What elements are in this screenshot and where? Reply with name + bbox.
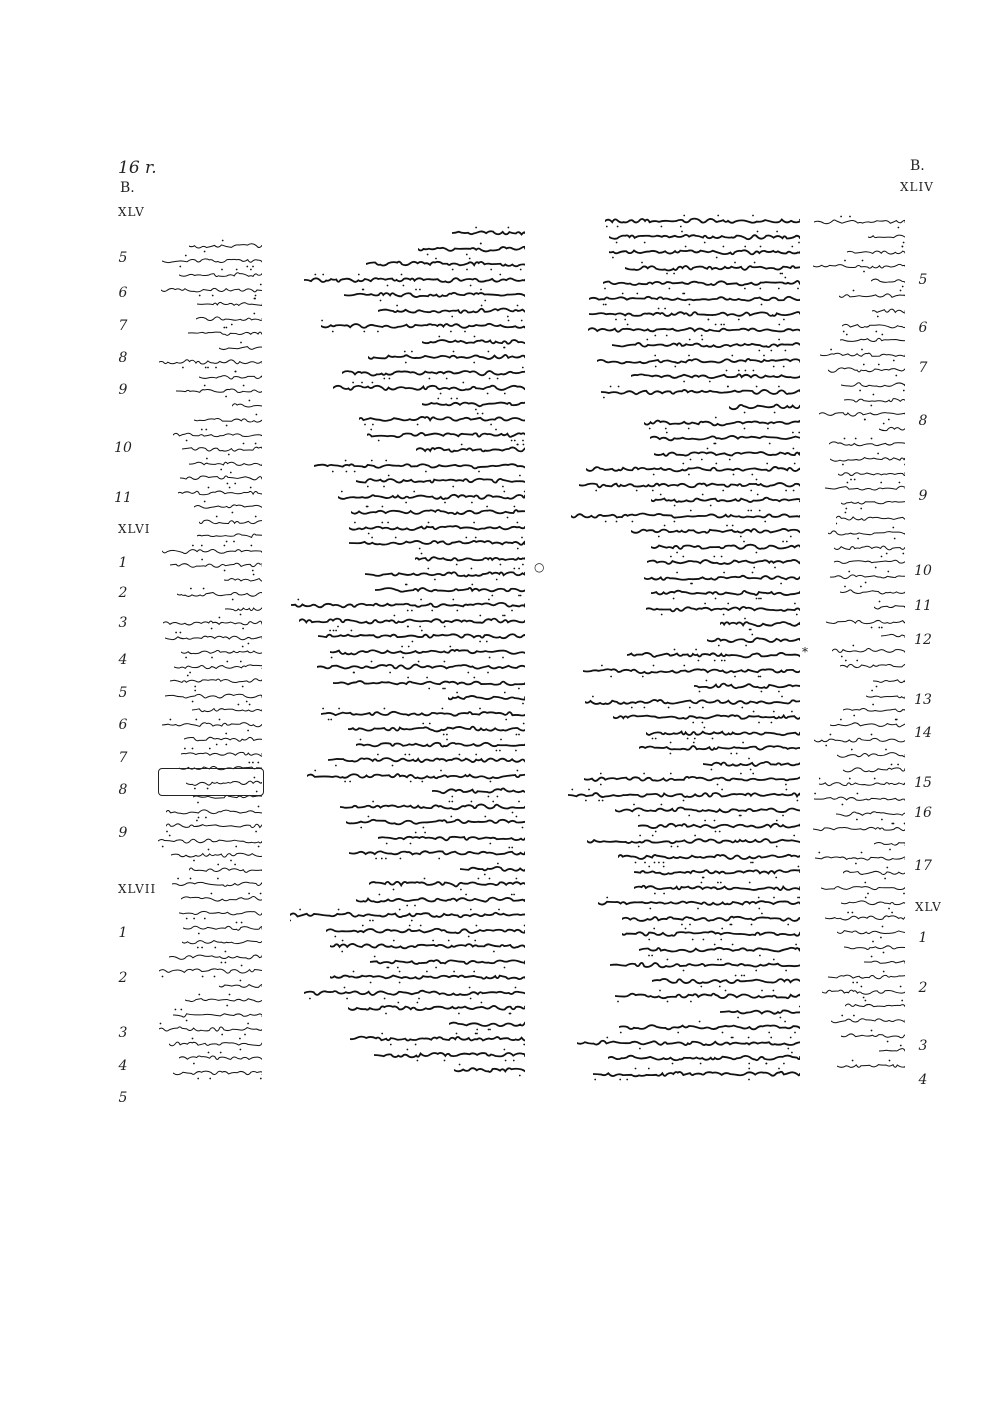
gloss-line <box>173 1065 262 1073</box>
text-line <box>647 555 800 567</box>
gloss-line <box>825 910 905 918</box>
gloss-line <box>837 747 905 755</box>
right-verse-number: 5 <box>918 272 928 288</box>
text-line <box>618 850 800 862</box>
text-line <box>609 230 800 242</box>
text-line <box>703 757 800 769</box>
gloss-line <box>819 776 905 784</box>
text-line <box>579 478 800 490</box>
text-line <box>321 707 525 719</box>
gloss-line <box>219 978 262 986</box>
text-line <box>356 738 525 750</box>
gloss-line <box>163 615 262 623</box>
text-line <box>720 1005 800 1017</box>
gloss-line <box>197 528 262 536</box>
text-line <box>585 695 800 707</box>
text-line <box>375 583 525 595</box>
gloss-line <box>834 540 905 548</box>
text-line <box>452 226 525 238</box>
gloss-line <box>179 760 262 768</box>
gloss-line <box>844 392 905 400</box>
gloss-line <box>837 1058 905 1066</box>
gloss-line <box>815 850 905 858</box>
right-verse-number: 11 <box>914 598 932 614</box>
folio-number: 16 r. <box>118 158 157 178</box>
left-verse-number: 4 <box>118 652 128 668</box>
gloss-line <box>192 702 262 710</box>
text-line <box>432 784 525 796</box>
right-verse-number: 14 <box>914 725 932 741</box>
gloss-line <box>838 466 905 474</box>
asterisk-mark: * <box>802 645 808 659</box>
gloss-line <box>881 628 905 636</box>
text-line <box>654 447 800 459</box>
gloss-line <box>197 296 262 304</box>
text-line <box>356 893 525 905</box>
text-line <box>720 617 800 629</box>
text-line <box>603 276 800 288</box>
text-line <box>609 245 800 257</box>
gloss-line <box>836 510 905 518</box>
gloss-line <box>874 599 905 607</box>
text-line <box>619 1020 800 1032</box>
text-line <box>631 524 800 536</box>
gloss-line <box>864 954 905 962</box>
gloss-line <box>179 905 262 913</box>
gloss-line <box>158 833 262 841</box>
right-verse-number: XLV <box>915 900 942 914</box>
gloss-line <box>159 354 262 362</box>
gloss-line <box>841 377 905 385</box>
circle-mark: ○ <box>534 560 545 574</box>
gloss-line <box>843 865 905 873</box>
text-line <box>651 540 800 552</box>
gloss-line <box>840 658 905 666</box>
left-verse-number: 1 <box>118 555 128 571</box>
text-line <box>415 552 525 564</box>
gloss-line <box>182 934 262 942</box>
gloss-line <box>844 939 905 947</box>
text-line <box>639 943 800 955</box>
text-line <box>321 319 525 331</box>
text-line <box>344 288 525 300</box>
text-line <box>333 676 525 688</box>
text-line <box>330 645 525 657</box>
text-line <box>605 214 800 226</box>
text-line <box>359 412 525 424</box>
left-verse-number: 9 <box>118 382 128 398</box>
gloss-line <box>194 499 262 507</box>
left-verse-number: 9 <box>118 825 128 841</box>
text-line <box>366 257 525 269</box>
gloss-line <box>170 673 262 681</box>
gloss-line <box>830 569 905 577</box>
text-line <box>601 385 800 397</box>
left-verse-number: 5 <box>118 1090 128 1106</box>
gloss-line <box>813 821 905 829</box>
gloss-line <box>181 644 262 652</box>
text-line <box>652 974 800 986</box>
gloss-line <box>840 584 905 592</box>
gloss-line <box>184 731 262 739</box>
gloss-line <box>879 421 905 429</box>
text-line <box>588 323 800 335</box>
left-verse-number: 3 <box>118 1025 128 1041</box>
gloss-line <box>176 383 262 391</box>
gloss-line <box>828 525 905 533</box>
text-line <box>338 490 525 502</box>
text-line <box>342 366 525 378</box>
text-line <box>627 648 800 660</box>
text-line <box>448 691 525 703</box>
left-verse-number: 11 <box>114 490 132 506</box>
text-line <box>369 877 525 889</box>
text-line <box>625 261 800 273</box>
gloss-line <box>874 836 905 844</box>
left-verse-number: 1 <box>118 925 128 941</box>
gloss-line <box>189 862 262 870</box>
gloss-line <box>814 214 905 222</box>
text-line <box>634 865 800 877</box>
gloss-line <box>173 427 262 435</box>
right-verse-number: 10 <box>914 563 932 579</box>
gloss-line <box>873 673 905 681</box>
text-line <box>631 369 800 381</box>
gloss-line <box>813 258 905 266</box>
text-line <box>449 1017 525 1029</box>
text-line <box>378 304 525 316</box>
text-line <box>328 753 525 765</box>
gloss-line <box>820 347 905 355</box>
gloss-line <box>162 253 262 261</box>
gloss-line <box>832 643 905 651</box>
left-verse-number: 4 <box>118 1058 128 1074</box>
gloss-line <box>165 630 262 638</box>
right-verse-number: 2 <box>918 980 928 996</box>
text-line <box>299 614 525 626</box>
text-line <box>644 571 800 583</box>
right-verse-number: 4 <box>918 1072 928 1088</box>
gloss-line <box>173 1007 262 1015</box>
left-chapter-number: XLV <box>118 205 145 219</box>
left-verse-number: XLVII <box>118 882 157 896</box>
right-verse-number: 8 <box>918 413 928 429</box>
gloss-line <box>845 998 905 1006</box>
gloss-line <box>232 398 262 406</box>
gloss-line <box>224 572 262 580</box>
text-line <box>568 788 800 800</box>
gloss-line <box>199 514 262 522</box>
text-line <box>608 1051 800 1063</box>
text-line <box>707 633 800 645</box>
text-line <box>418 242 525 254</box>
gloss-line <box>179 1050 262 1058</box>
gloss-line <box>166 818 262 826</box>
gloss-line <box>872 303 905 311</box>
text-line <box>378 831 525 843</box>
text-line <box>587 834 800 846</box>
gloss-line <box>159 963 262 971</box>
text-line <box>318 629 525 641</box>
gloss-line <box>830 451 905 459</box>
gloss-line <box>169 1036 262 1044</box>
gloss-line <box>189 456 262 464</box>
gloss-line <box>842 318 905 326</box>
gloss-line <box>821 880 905 888</box>
right-verse-number: 3 <box>918 1038 928 1054</box>
text-line <box>589 292 800 304</box>
text-line <box>326 924 525 936</box>
text-line <box>340 800 525 812</box>
text-line <box>729 400 800 412</box>
text-line <box>367 428 525 440</box>
text-line <box>639 741 800 753</box>
gloss-line <box>847 244 905 252</box>
gloss-line <box>174 659 262 667</box>
text-line <box>365 567 525 579</box>
text-line <box>349 521 525 533</box>
gloss-line <box>843 762 905 770</box>
left-verse-number: 5 <box>118 685 128 701</box>
text-line <box>646 726 800 738</box>
text-line <box>638 819 800 831</box>
gloss-line <box>165 688 262 696</box>
text-line <box>348 722 525 734</box>
gloss-line <box>825 480 905 488</box>
text-line <box>622 927 800 939</box>
left-verse-number: 7 <box>118 318 128 334</box>
right-verse-number: 1 <box>918 930 928 946</box>
text-line <box>304 986 525 998</box>
left-verse-number: 7 <box>118 750 128 766</box>
left-verse-number: 3 <box>118 615 128 631</box>
text-line <box>368 350 525 362</box>
gloss-line <box>840 332 905 340</box>
gloss-line <box>170 557 262 565</box>
text-line <box>615 803 800 815</box>
right-sigil: B. <box>910 158 925 174</box>
gloss-line <box>841 495 905 503</box>
right-chapter-number: XLIV <box>900 180 934 194</box>
text-line <box>290 908 525 920</box>
text-line <box>612 338 800 350</box>
gloss-line <box>836 806 905 814</box>
gloss-line <box>188 325 262 333</box>
text-line <box>314 459 525 471</box>
text-line <box>646 602 800 614</box>
text-line <box>577 1036 800 1048</box>
text-line <box>651 493 800 505</box>
gloss-line <box>178 485 262 493</box>
left-verse-number: 8 <box>118 782 128 798</box>
boxed-gloss <box>158 768 264 796</box>
gloss-line <box>841 1028 905 1036</box>
text-line <box>593 1067 800 1079</box>
gloss-line <box>171 847 262 855</box>
text-line <box>349 846 525 858</box>
gloss-line <box>225 601 262 609</box>
text-line <box>422 335 525 347</box>
left-verse-number: 2 <box>118 585 128 601</box>
text-line <box>583 664 800 676</box>
gloss-line <box>219 340 262 348</box>
text-line <box>589 307 800 319</box>
gloss-line <box>830 717 905 725</box>
gloss-line <box>868 229 905 237</box>
text-line <box>622 912 800 924</box>
gloss-line <box>829 436 905 444</box>
text-line <box>650 431 800 443</box>
gloss-line <box>189 238 262 246</box>
gloss-line <box>181 891 262 899</box>
gloss-line <box>822 984 905 992</box>
gloss-line <box>814 791 905 799</box>
gloss-line <box>172 876 262 884</box>
gloss-line <box>180 470 262 478</box>
gloss-line <box>831 1013 905 1021</box>
gloss-line <box>179 267 262 275</box>
text-line <box>317 660 525 672</box>
left-verse-number: 6 <box>118 285 128 301</box>
text-line <box>571 509 800 521</box>
right-verse-number: 17 <box>914 858 932 874</box>
text-line <box>349 536 525 548</box>
text-line <box>454 1063 525 1075</box>
gloss-line <box>834 554 905 562</box>
gloss-line <box>841 895 905 903</box>
gloss-line <box>879 1043 905 1051</box>
gloss-line <box>162 717 262 725</box>
text-line <box>370 955 525 967</box>
left-verse-number: XLVI <box>118 522 151 536</box>
right-verse-number: 9 <box>918 488 928 504</box>
gloss-line <box>843 702 905 710</box>
text-line <box>333 381 525 393</box>
text-line <box>356 474 525 486</box>
gloss-line <box>839 288 905 296</box>
gloss-line <box>159 1021 262 1029</box>
text-line <box>422 397 525 409</box>
text-line <box>586 462 800 474</box>
gloss-line <box>828 969 905 977</box>
text-line <box>460 862 525 874</box>
left-verse-number: 5 <box>118 250 128 266</box>
gloss-line <box>185 992 262 1000</box>
text-line <box>348 1001 525 1013</box>
text-line <box>307 769 525 781</box>
text-line <box>330 970 525 982</box>
gloss-line <box>199 369 262 377</box>
gloss-line <box>162 543 262 551</box>
gloss-line <box>828 362 905 370</box>
left-verse-number: 8 <box>118 350 128 366</box>
text-line <box>615 989 800 1001</box>
right-verse-number: 15 <box>914 775 932 791</box>
gloss-line <box>169 949 262 957</box>
gloss-line <box>181 746 262 754</box>
right-verse-number: 16 <box>914 805 932 821</box>
gloss-line <box>196 311 262 319</box>
text-line <box>416 443 525 455</box>
text-line <box>651 586 800 598</box>
gloss-line <box>177 586 262 594</box>
gloss-line <box>837 924 905 932</box>
text-line <box>330 939 525 951</box>
left-verse-number: 2 <box>118 970 128 986</box>
text-line <box>694 679 800 691</box>
text-line <box>584 772 800 784</box>
gloss-line <box>182 441 262 449</box>
text-line <box>374 1048 525 1060</box>
text-line <box>613 710 800 722</box>
right-verse-number: 6 <box>918 320 928 336</box>
gloss-line <box>183 920 262 928</box>
gloss-line <box>871 273 905 281</box>
text-line <box>610 958 800 970</box>
text-line <box>291 598 525 610</box>
left-sigil: B. <box>120 180 135 196</box>
left-verse-number: 6 <box>118 717 128 733</box>
text-line <box>634 881 800 893</box>
gloss-line <box>814 732 905 740</box>
text-line <box>644 416 800 428</box>
right-verse-number: 13 <box>914 692 932 708</box>
right-verse-number: 12 <box>914 632 932 648</box>
text-line <box>304 273 525 285</box>
text-line <box>350 1032 525 1044</box>
gloss-line <box>194 412 262 420</box>
gloss-line <box>866 688 905 696</box>
text-line <box>346 815 525 827</box>
gloss-line <box>166 804 262 812</box>
text-line <box>351 505 525 517</box>
text-line <box>597 354 800 366</box>
gloss-line <box>826 614 905 622</box>
left-verse-number: 10 <box>114 440 132 456</box>
gloss-line <box>819 406 905 414</box>
gloss-line <box>161 282 262 290</box>
right-verse-number: 7 <box>918 360 928 376</box>
text-line <box>598 896 800 908</box>
